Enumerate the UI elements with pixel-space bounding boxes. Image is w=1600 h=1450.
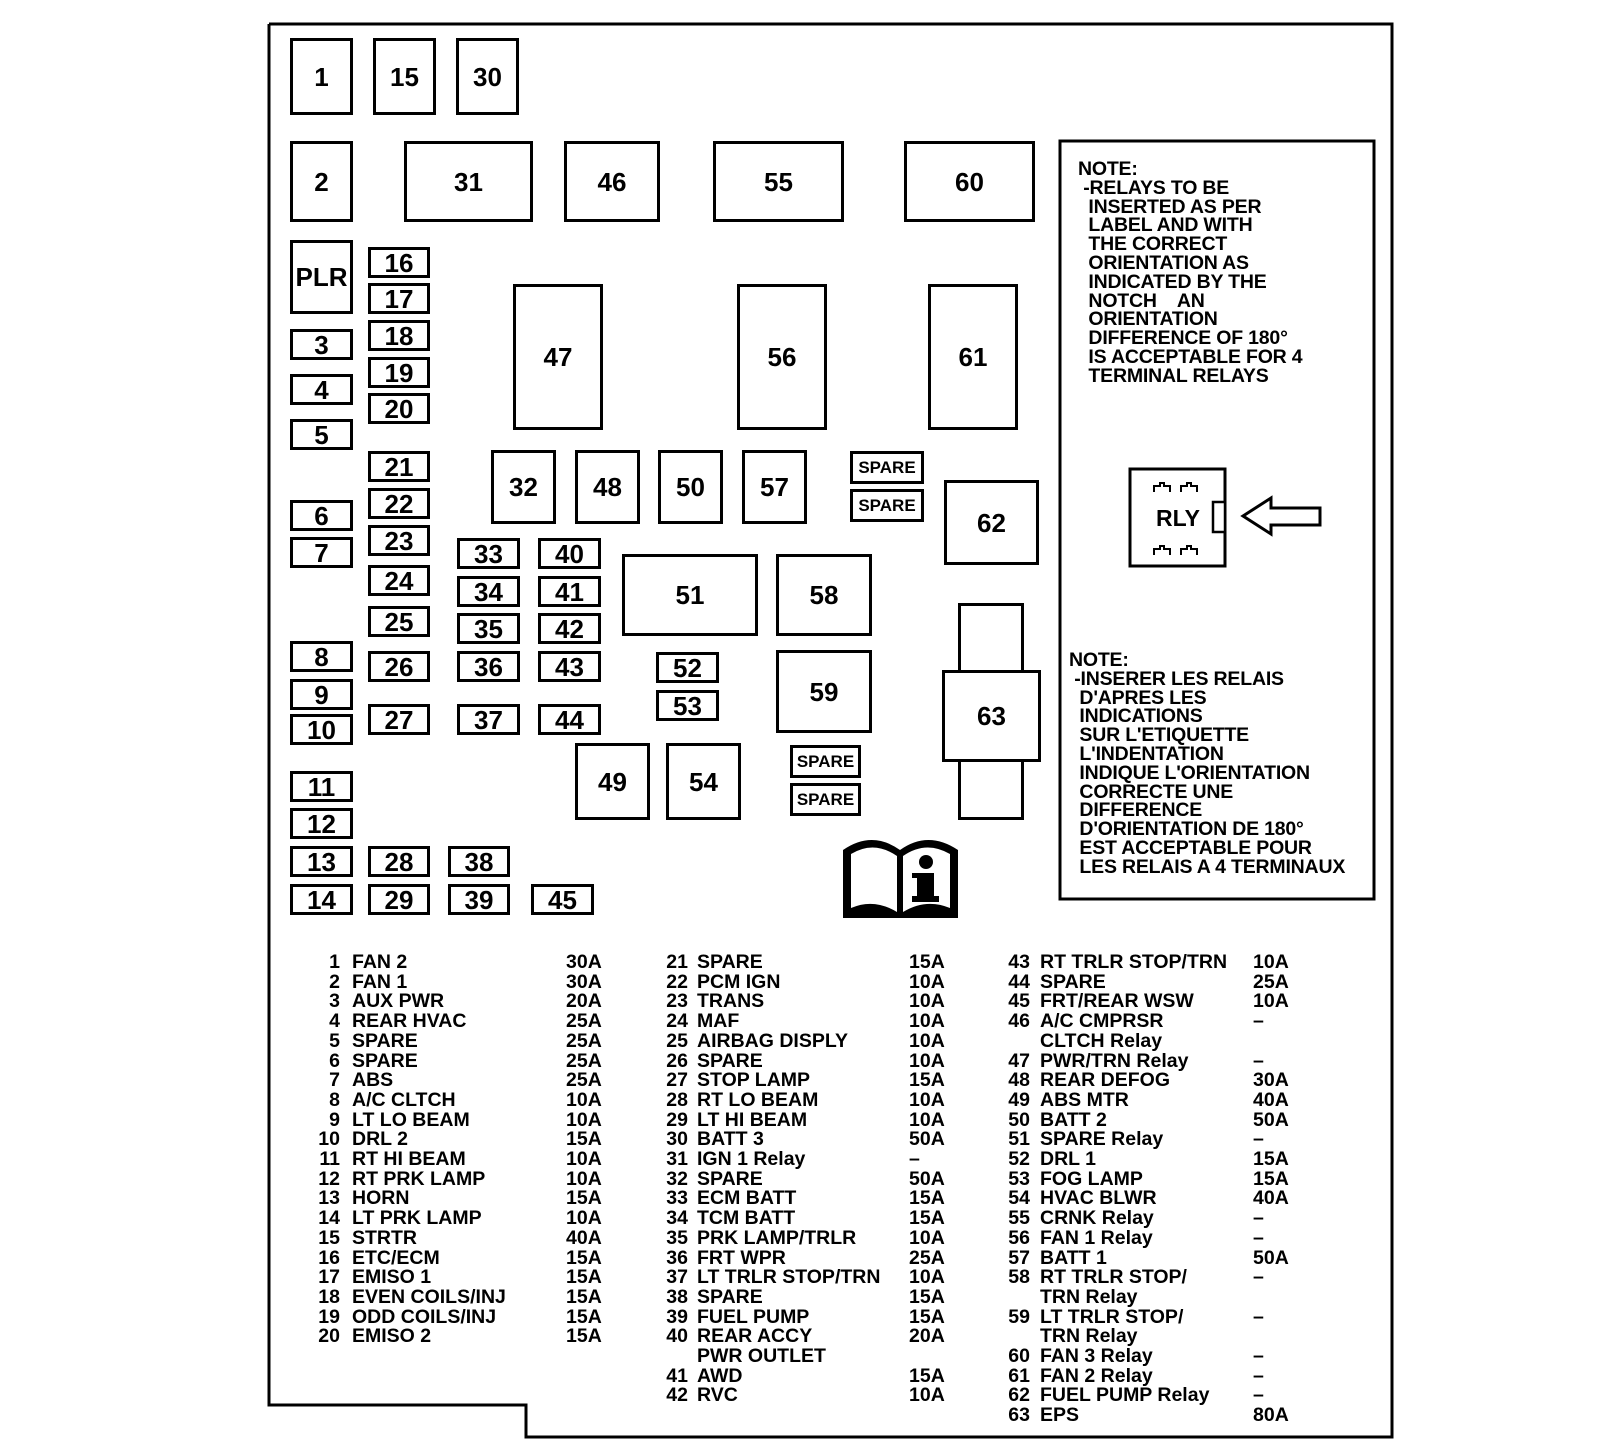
- fuse-slot-47: 47: [513, 284, 603, 430]
- legend-fuse-label: ETC/ECM: [352, 1246, 440, 1269]
- legend-fuse-rating: 15A: [566, 1128, 602, 1151]
- legend-fuse-number: 62: [1008, 1384, 1030, 1407]
- fuse-slot-plr: PLR: [290, 240, 353, 314]
- fuse-slot-58: 58: [776, 554, 872, 636]
- legend-fuse-label: BATT 3: [697, 1128, 764, 1151]
- fuse-slot-42: 42: [538, 613, 601, 644]
- legend-fuse-label: HORN: [352, 1187, 410, 1210]
- legend-fuse-number: 17: [318, 1266, 340, 1289]
- fuse-slot-spare: SPARE: [790, 783, 861, 816]
- legend-fuse-rating: –: [1253, 1345, 1264, 1367]
- legend-fuse-rating: 40A: [566, 1226, 602, 1249]
- legend-fuse-rating: –: [1253, 1207, 1264, 1230]
- fuse-slot-31: 31: [404, 141, 533, 222]
- legend-fuse-label: SPARE Relay: [1040, 1128, 1164, 1151]
- legend-fuse-rating: 20A: [909, 1325, 945, 1348]
- fuse-slot-37: 37: [457, 704, 520, 735]
- fuse-slot-45: 45: [531, 884, 594, 915]
- legend-fuse-number: 6: [329, 1049, 340, 1072]
- legend-fuse-label: SPARE: [697, 951, 763, 973]
- legend-fuse-number: 13: [318, 1187, 340, 1210]
- legend-fuse-rating: 40A: [1253, 1187, 1289, 1210]
- legend-fuse-label: ECM BATT: [697, 1187, 797, 1210]
- legend-fuse-number: 27: [666, 1069, 688, 1092]
- legend-fuse-number: 20: [318, 1325, 340, 1348]
- legend-fuse-number: 53: [1008, 1167, 1030, 1190]
- fuse-slot-7: 7: [290, 537, 353, 568]
- legend-fuse-label: RT HI BEAM: [352, 1148, 466, 1170]
- legend-fuse-label: RVC: [697, 1384, 738, 1407]
- fuse-slot-1: 1: [290, 38, 353, 115]
- legend-fuse-rating: 10A: [909, 970, 945, 993]
- legend-fuse-rating: 25A: [566, 1029, 602, 1052]
- fuse-slot-27: 27: [368, 704, 430, 735]
- legend-fuse-rating: –: [1253, 1226, 1264, 1249]
- legend-fuse-label: AIRBAG DISPLY: [697, 1029, 848, 1052]
- legend-fuse-number: 41: [666, 1364, 688, 1387]
- legend-fuse-rating: 10A: [909, 1049, 945, 1072]
- legend-fuse-number: 30: [666, 1128, 688, 1151]
- legend-fuse-rating: 50A: [909, 1128, 945, 1151]
- legend-fuse-label: LT TRLR STOP/TRN: [697, 1266, 881, 1289]
- note-french: NOTE: -INSERER LES RELAIS D'APRES LES INDICATIONS SUR L'ETIQUETTE L'INDENTATION INDIQUE L'ORIENTATION CORRECTE UNE DIFFERENCE D'ORIENTATION DE 180° EST ACCEPTABLE POUR LES RELAIS A 4 TERMINAUX: [1069, 649, 1346, 878]
- arrow-left-icon: [1243, 498, 1320, 534]
- legend-fuse-number: 63: [1008, 1404, 1030, 1427]
- fuse-slot-44: 44: [538, 704, 601, 735]
- fuse-slot-41: 41: [538, 576, 601, 607]
- legend-fuse-number: 38: [666, 1285, 688, 1308]
- legend-fuse-rating: 15A: [566, 1187, 602, 1210]
- legend-fuse-number: 61: [1008, 1364, 1030, 1387]
- legend-fuse-rating: 10A: [1253, 990, 1289, 1013]
- legend-fuse-label: PWR OUTLET: [697, 1345, 826, 1367]
- fuse-slot-46: 46: [564, 141, 660, 222]
- legend-fuse-number: 15: [318, 1226, 340, 1249]
- legend-fuse-rating: 40A: [1253, 1088, 1289, 1111]
- legend-fuse-label: FUEL PUMP Relay: [1040, 1384, 1210, 1407]
- fuse-slot-33: 33: [457, 538, 520, 569]
- legend-fuse-label: PWR/TRN Relay: [1040, 1049, 1189, 1072]
- legend-fuse-label: STOP LAMP: [697, 1069, 811, 1092]
- legend-fuse-label: ABS MTR: [1040, 1088, 1129, 1111]
- legend-fuse-number: 31: [666, 1148, 688, 1170]
- legend-fuse-number: 51: [1008, 1128, 1030, 1151]
- legend-fuse-label: RT PRK LAMP: [352, 1167, 486, 1190]
- legend-fuse-number: 35: [666, 1226, 688, 1249]
- legend-fuse-label: SPARE: [697, 1049, 763, 1072]
- legend-fuse-label: MAF: [697, 1010, 740, 1033]
- legend-fuse-number: 8: [329, 1088, 340, 1111]
- fuse-slot-34: 34: [457, 576, 520, 607]
- legend-fuse-number: 2: [329, 970, 340, 993]
- legend-fuse-label: AWD: [697, 1364, 743, 1387]
- legend-fuse-rating: 15A: [909, 1069, 945, 1092]
- legend-fuse-label: TRN Relay: [1040, 1325, 1138, 1348]
- legend-fuse-rating: 50A: [909, 1167, 945, 1190]
- legend-fuse-rating: 10A: [1253, 951, 1289, 973]
- legend-fuse-rating: 10A: [909, 1384, 945, 1407]
- legend-fuse-number: 49: [1008, 1088, 1030, 1111]
- legend-fuse-number: 52: [1008, 1148, 1030, 1170]
- fuse-slot-38: 38: [448, 846, 510, 877]
- legend-fuse-label: FAN 1 Relay: [1040, 1226, 1153, 1249]
- fuse-slot-22: 22: [368, 488, 430, 519]
- fuse-slot-26: 26: [368, 651, 430, 682]
- fuse-slot-2: 2: [290, 141, 353, 222]
- legend-fuse-number: 40: [666, 1325, 688, 1348]
- legend-fuse-rating: 25A: [566, 1010, 602, 1033]
- legend-fuse-number: 50: [1008, 1108, 1030, 1131]
- legend-fuse-label: LT LO BEAM: [352, 1108, 470, 1131]
- legend-fuse-label: TCM BATT: [697, 1207, 796, 1230]
- legend-fuse-number: 22: [666, 970, 688, 993]
- legend-fuse-number: 42: [666, 1384, 688, 1407]
- legend-fuse-label: ABS: [352, 1069, 394, 1092]
- legend-fuse-rating: –: [1253, 1305, 1264, 1328]
- fuse-slot-32: 32: [491, 450, 556, 524]
- legend-fuse-number: 9: [329, 1108, 340, 1131]
- legend-fuse-label: SPARE: [352, 1029, 418, 1052]
- legend-fuse-rating: 15A: [566, 1325, 602, 1348]
- fuse-slot-23: 23: [368, 525, 430, 556]
- fuse-slot-4: 4: [290, 374, 353, 405]
- legend-fuse-number: 47: [1008, 1049, 1030, 1072]
- legend-fuse-number: 25: [666, 1029, 688, 1052]
- legend-fuse-number: 29: [666, 1108, 688, 1131]
- legend-fuse-number: 48: [1008, 1069, 1030, 1092]
- legend-fuse-rating: 15A: [909, 1305, 945, 1328]
- fuse-slot-spare: SPARE: [850, 489, 924, 522]
- legend-fuse-rating: 15A: [909, 1285, 945, 1308]
- fuse-slot-35: 35: [457, 613, 520, 644]
- legend-fuse-number: 24: [666, 1010, 688, 1033]
- fuse-slot-59: 59: [776, 650, 872, 733]
- legend-fuse-rating: 10A: [909, 1226, 945, 1249]
- legend-fuse-number: 54: [1008, 1187, 1030, 1210]
- fuse-slot-56: 56: [737, 284, 827, 430]
- legend-fuse-rating: 30A: [566, 951, 602, 973]
- fuse-slot-5: 5: [290, 419, 353, 450]
- legend-fuse-label: EMISO 2: [352, 1325, 432, 1348]
- legend-fuse-number: 14: [318, 1207, 340, 1230]
- fuse-slot-60: 60: [904, 141, 1035, 222]
- legend-fuse-number: 39: [666, 1305, 688, 1328]
- legend-fuse-number: 18: [318, 1285, 340, 1308]
- legend-fuse-number: 26: [666, 1049, 688, 1072]
- legend-fuse-number: 21: [666, 951, 688, 973]
- legend-fuse-rating: 15A: [566, 1285, 602, 1308]
- legend-fuse-label: RT TRLR STOP/TRN: [1040, 951, 1228, 973]
- legend-fuse-rating: 50A: [1253, 1108, 1289, 1131]
- fuse-slot-52: 52: [656, 652, 719, 683]
- manual-info-icon: [843, 840, 958, 918]
- fuse-slot-14: 14: [290, 884, 353, 915]
- legend-fuse-label: LT TRLR STOP/: [1040, 1305, 1184, 1328]
- legend-fuse-rating: –: [1253, 1049, 1264, 1072]
- legend-fuse-rating: 10A: [909, 1010, 945, 1033]
- legend-fuse-label: RT TRLR STOP/: [1040, 1266, 1187, 1289]
- legend-fuse-label: FAN 2 Relay: [1040, 1364, 1153, 1387]
- legend-fuse-label: TRANS: [697, 990, 765, 1013]
- fuse-slot-10: 10: [290, 714, 353, 745]
- legend-fuse-label: REAR ACCY: [697, 1325, 813, 1348]
- legend-fuse-label: EPS: [1040, 1404, 1080, 1427]
- legend-fuse-label: FOG LAMP: [1040, 1167, 1143, 1190]
- fuse-slot-53: 53: [656, 690, 719, 721]
- legend-fuse-number: 23: [666, 990, 688, 1013]
- legend-fuse-label: LT HI BEAM: [697, 1108, 808, 1131]
- legend-fuse-rating: 20A: [566, 990, 602, 1013]
- fuse-slot-43: 43: [538, 651, 601, 682]
- fuse-slot-spare: SPARE: [790, 745, 861, 778]
- legend-fuse-label: DRL 2: [352, 1128, 408, 1151]
- fuse-slot-20: 20: [368, 393, 430, 424]
- legend-fuse-rating: 50A: [1253, 1246, 1289, 1269]
- fuse-slot-29: 29: [368, 884, 430, 915]
- legend-fuse-label: IGN 1 Relay: [697, 1148, 806, 1170]
- fuse-slot-spare: SPARE: [850, 451, 924, 484]
- legend-fuse-rating: 10A: [909, 1029, 945, 1052]
- legend-fuse-rating: 15A: [1253, 1148, 1289, 1170]
- legend-fuse-label: BATT 1: [1040, 1246, 1107, 1269]
- legend-fuse-rating: 10A: [909, 1266, 945, 1289]
- legend-fuse-number: 11: [319, 1148, 340, 1170]
- fuse-slot-13: 13: [290, 846, 353, 877]
- legend-fuse-number: 32: [666, 1167, 688, 1190]
- legend-fuse-rating: 10A: [909, 990, 945, 1013]
- fuse-slot-28: 28: [368, 846, 430, 877]
- fuse-slot-25: 25: [368, 606, 430, 637]
- legend-fuse-label: LT PRK LAMP: [352, 1207, 482, 1230]
- legend-fuse-rating: 15A: [566, 1266, 602, 1289]
- legend-fuse-rating: 25A: [566, 1069, 602, 1092]
- legend-fuse-number: 56: [1008, 1226, 1030, 1249]
- legend-fuse-number: 55: [1008, 1207, 1030, 1230]
- legend-fuse-number: 34: [666, 1207, 688, 1230]
- fuse-slot-62: 62: [944, 480, 1039, 565]
- fuse-slot-55: 55: [713, 141, 844, 222]
- relay-label: RLY: [1156, 505, 1200, 531]
- legend-fuse-label: PRK LAMP/TRLR: [697, 1226, 857, 1249]
- legend-fuse-label: CLTCH Relay: [1040, 1029, 1163, 1052]
- legend-fuse-rating: 80A: [1253, 1404, 1289, 1427]
- legend-fuse-number: 10: [318, 1128, 340, 1151]
- legend-fuse-label: SPARE: [697, 1285, 763, 1308]
- note-english: NOTE: -RELAYS TO BE INSERTED AS PER LABEL AND WITH THE CORRECT ORIENTATION AS INDICATED BY THE NOTCH AN ORIENTATION DIFFERENCE OF 180° IS ACCEPTABLE FOR 4 TERMINAL RELAYS: [1078, 158, 1303, 387]
- legend-fuse-rating: –: [1253, 1266, 1264, 1289]
- legend-fuse-rating: 10A: [566, 1167, 602, 1190]
- legend-fuse-rating: 10A: [566, 1108, 602, 1131]
- legend-fuse-rating: –: [1253, 1384, 1264, 1407]
- legend-fuse-label: BATT 2: [1040, 1108, 1107, 1131]
- legend-fuse-rating: –: [909, 1148, 920, 1170]
- legend-fuse-rating: 25A: [909, 1246, 945, 1269]
- legend-fuse-rating: 10A: [566, 1148, 602, 1170]
- fuse-slot-30: 30: [456, 38, 519, 115]
- legend-fuse-number: 16: [318, 1246, 340, 1269]
- legend-fuse-rating: 30A: [1253, 1069, 1289, 1092]
- legend-fuse-number: 33: [666, 1187, 688, 1210]
- legend-fuse-rating: 30A: [566, 970, 602, 993]
- legend-fuse-label: RT LO BEAM: [697, 1088, 819, 1111]
- legend-fuse-number: 57: [1008, 1246, 1030, 1269]
- legend-fuse-number: 45: [1008, 990, 1030, 1013]
- fuse-slot-39: 39: [448, 884, 510, 915]
- legend-fuse-rating: 15A: [909, 1364, 945, 1387]
- legend-fuse-rating: 15A: [1253, 1167, 1289, 1190]
- fuse-slot-6: 6: [290, 500, 353, 531]
- legend-fuse-label: DRL 1: [1040, 1148, 1096, 1170]
- legend-fuse-label: FRT/REAR WSW: [1040, 990, 1194, 1013]
- legend-fuse-label: TRN Relay: [1040, 1285, 1138, 1308]
- fuse-slot-8: 8: [290, 641, 353, 672]
- fuse-slot-17: 17: [368, 283, 430, 314]
- fuse-slot-48: 48: [575, 450, 640, 524]
- legend-fuse-rating: 10A: [566, 1207, 602, 1230]
- legend-fuse-rating: 15A: [566, 1305, 602, 1328]
- legend-fuse-label: AUX PWR: [352, 990, 445, 1013]
- legend-fuse-number: 19: [318, 1305, 340, 1328]
- legend-fuse-rating: 10A: [909, 1088, 945, 1111]
- legend-fuse-number: 37: [666, 1266, 688, 1289]
- legend-fuse-number: 4: [329, 1010, 340, 1033]
- legend-fuse-rating: 25A: [566, 1049, 602, 1072]
- legend-fuse-label: STRTR: [352, 1226, 417, 1249]
- legend-fuse-label: FAN 3 Relay: [1040, 1345, 1153, 1367]
- fuse-slot-24: 24: [368, 565, 430, 596]
- fuse-slot-11: 11: [290, 771, 353, 802]
- legend-fuse-label: REAR HVAC: [352, 1010, 467, 1033]
- legend-fuse-label: SPARE: [352, 1049, 418, 1072]
- legend-fuse-label: REAR DEFOG: [1040, 1069, 1171, 1092]
- legend-fuse-rating: 10A: [566, 1088, 602, 1111]
- legend-fuse-number: 46: [1008, 1010, 1030, 1033]
- fuse-slot-40: 40: [538, 538, 601, 569]
- legend-fuse-number: 7: [329, 1069, 340, 1092]
- legend-fuse-rating: 15A: [909, 951, 945, 973]
- fuse-slot-9: 9: [290, 679, 353, 710]
- legend-fuse-number: 28: [666, 1088, 688, 1111]
- legend-fuse-label: PCM IGN: [697, 970, 781, 993]
- legend-fuse-number: 3: [329, 990, 340, 1013]
- fuse-slot-57: 57: [742, 450, 807, 524]
- legend-fuse-label: CRNK Relay: [1040, 1207, 1154, 1230]
- fuse-slot-19: 19: [368, 357, 430, 388]
- legend-fuse-label: EMISO 1: [352, 1266, 432, 1289]
- legend-fuse-number: 5: [329, 1029, 340, 1052]
- fuse-slot-18: 18: [368, 320, 430, 351]
- legend-fuse-label: ODD COILS/INJ: [352, 1305, 497, 1328]
- legend-fuse-number: 43: [1008, 951, 1030, 973]
- legend-fuse-rating: 15A: [909, 1187, 945, 1210]
- legend-fuse-label: SPARE: [1040, 970, 1106, 993]
- fuse-slot-49: 49: [575, 743, 650, 820]
- fuse-slot-61: 61: [928, 284, 1018, 430]
- fuse-slot-63: 63: [942, 670, 1041, 762]
- legend-fuse-label: SPARE: [697, 1167, 763, 1190]
- legend-fuse-rating: 10A: [909, 1108, 945, 1131]
- legend-fuse-label: A/C CMPRSR: [1040, 1010, 1164, 1033]
- legend-fuse-rating: 15A: [566, 1246, 602, 1269]
- fuse-slot-51: 51: [622, 554, 758, 636]
- legend-fuse-label: EVEN COILS/INJ: [352, 1285, 506, 1308]
- fuse-slot-12: 12: [290, 808, 353, 839]
- legend-fuse-number: 59: [1008, 1305, 1030, 1328]
- legend-fuse-label: FUEL PUMP: [697, 1305, 810, 1328]
- legend-fuse-number: 60: [1008, 1345, 1030, 1367]
- fuse-slot-21: 21: [368, 451, 430, 482]
- fuse-slot-16: 16: [368, 247, 430, 278]
- legend-fuse-number: 58: [1008, 1266, 1030, 1289]
- legend-fuse-label: FRT WPR: [697, 1246, 786, 1269]
- legend-fuse-rating: –: [1253, 1364, 1264, 1387]
- legend-fuse-label: FAN 1: [352, 970, 408, 993]
- legend-fuse-rating: 25A: [1253, 970, 1289, 993]
- fuse-slot-3: 3: [290, 329, 353, 360]
- legend-fuse-number: 44: [1008, 970, 1030, 993]
- fuse-slot-50: 50: [658, 450, 723, 524]
- legend-fuse-label: HVAC BLWR: [1040, 1187, 1157, 1210]
- legend-fuse-rating: 15A: [909, 1207, 945, 1230]
- legend-fuse-rating: –: [1253, 1010, 1264, 1033]
- legend-fuse-number: 36: [666, 1246, 688, 1269]
- legend-fuse-rating: –: [1253, 1128, 1264, 1151]
- legend-fuse-number: 12: [318, 1167, 340, 1190]
- legend-fuse-number: 1: [329, 951, 340, 973]
- legend-fuse-label: FAN 2: [352, 951, 408, 973]
- fuse-slot-15: 15: [373, 38, 436, 115]
- fuse-slot-36: 36: [457, 651, 520, 682]
- fuse-slot-54: 54: [666, 743, 741, 820]
- legend-fuse-label: A/C CLTCH: [352, 1088, 456, 1111]
